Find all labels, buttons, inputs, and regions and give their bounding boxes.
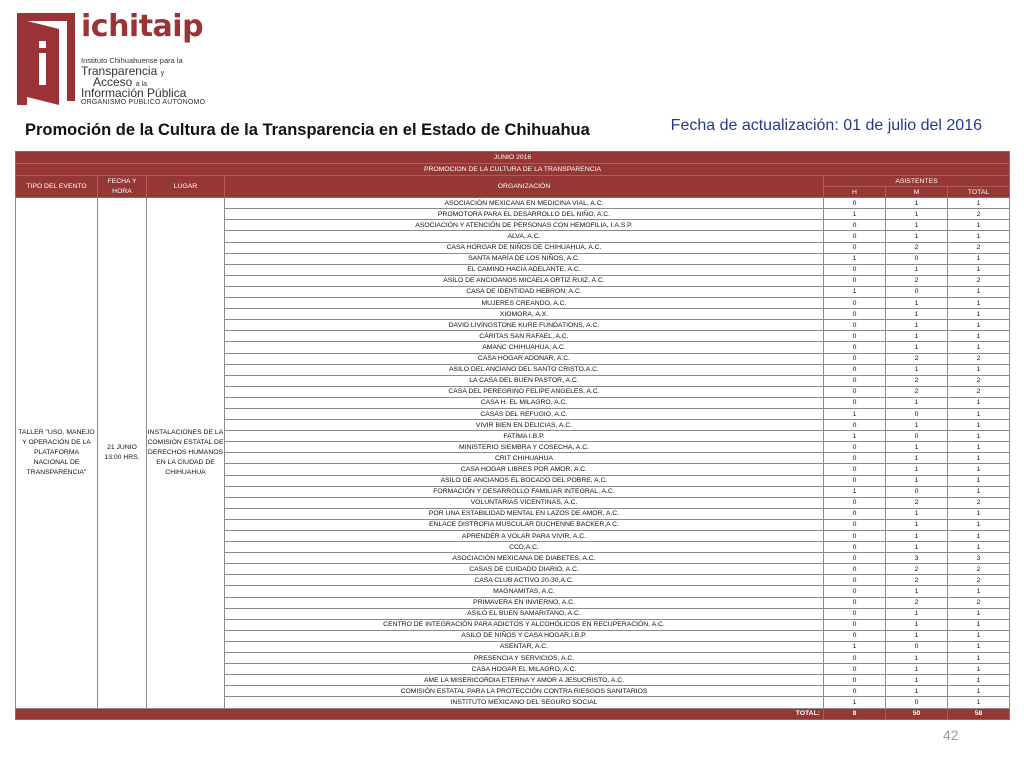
men-count-cell: 1 [824, 209, 886, 220]
col-header-m: M [886, 187, 948, 198]
table-body [16, 198, 1010, 719]
men-count-cell: 0 [824, 586, 886, 597]
men-count-cell: 0 [824, 420, 886, 431]
men-count-cell: 1 [824, 641, 886, 652]
women-count-cell: 2 [886, 597, 948, 608]
total-count-cell: 1 [948, 420, 1010, 431]
total-count-cell: 1 [948, 697, 1010, 708]
women-count-cell: 2 [886, 386, 948, 397]
men-count-cell: 0 [824, 664, 886, 675]
total-count-cell: 1 [948, 309, 1010, 320]
total-count-cell: 1 [948, 641, 1010, 652]
total-row [16, 708, 1010, 719]
organization-cell: CASA HORGAR DE NIÑOS DE CHIHUAHUA, A.C. [225, 242, 824, 253]
men-count-cell: 0 [824, 264, 886, 275]
total-men: 8 [824, 708, 886, 719]
women-count-cell: 1 [886, 653, 948, 664]
total-count-cell: 1 [948, 653, 1010, 664]
women-count-cell: 1 [886, 519, 948, 530]
organization-cell: ASILO EL BUEN SAMARITANO, A.C. [225, 608, 824, 619]
men-count-cell: 0 [824, 375, 886, 386]
total-count-cell: 1 [948, 198, 1010, 209]
organization-cell: VOLUNTARIAS VICENTINAS, A.C. [225, 497, 824, 508]
women-count-cell: 1 [886, 542, 948, 553]
women-count-cell: 1 [886, 342, 948, 353]
women-count-cell: 2 [886, 564, 948, 575]
men-count-cell: 0 [824, 553, 886, 564]
women-count-cell: 1 [886, 320, 948, 331]
women-count-cell: 2 [886, 353, 948, 364]
total-count-cell: 2 [948, 575, 1010, 586]
col-header-organizacion: ORGANIZACIÓN [225, 176, 824, 198]
organization-cell: ASILO DE ANCIANOS EL BOCADO DEL POBRE, A.C. [225, 475, 824, 486]
total-count-cell: 1 [948, 664, 1010, 675]
total-count-cell: 1 [948, 453, 1010, 464]
organization-cell: MUJERES CREANDO, A.C. [225, 298, 824, 309]
logo-line-1: Instituto Chihuahuense para la [81, 56, 183, 65]
men-count-cell: 0 [824, 653, 886, 664]
total-count-cell: 1 [948, 442, 1010, 453]
col-header-lugar: LUGAR [147, 176, 225, 198]
total-count-cell: 1 [948, 320, 1010, 331]
organization-cell: CRIT CHIHUAHUA [225, 453, 824, 464]
organization-cell: CÁRITAS SAN RAFAEL, A.C. [225, 331, 824, 342]
events-table [15, 151, 993, 720]
men-count-cell: 1 [824, 697, 886, 708]
men-count-cell: 0 [824, 619, 886, 630]
total-count-cell: 2 [948, 386, 1010, 397]
women-count-cell: 2 [886, 375, 948, 386]
total-count-cell: 1 [948, 408, 1010, 419]
women-count-cell: 1 [886, 619, 948, 630]
organization-cell: CASA DEL PEREGRINO FELIPE ANGELES, A.C. [225, 386, 824, 397]
men-count-cell: 0 [824, 342, 886, 353]
women-count-cell: 1 [886, 630, 948, 641]
page-number: 42 [943, 727, 959, 743]
men-count-cell: 1 [824, 286, 886, 297]
men-count-cell: 0 [824, 475, 886, 486]
total-count-cell: 1 [948, 464, 1010, 475]
organization-cell: LA CASA DEL BUEN PASTOR, A.C. [225, 375, 824, 386]
organization-cell: INSTITUTO MEXICANO DEL SEGURO SOCIAL [225, 697, 824, 708]
women-count-cell: 2 [886, 242, 948, 253]
organization-cell: VIVIR BIEN EN DELICIAS, A.C. [225, 420, 824, 431]
men-count-cell: 0 [824, 397, 886, 408]
women-count-cell: 2 [886, 497, 948, 508]
men-count-cell: 0 [824, 220, 886, 231]
women-count-cell: 0 [886, 286, 948, 297]
col-header-asistentes: ASISTENTES [824, 176, 1010, 187]
organization-cell: FATIMA I.B.P. [225, 431, 824, 442]
men-count-cell: 0 [824, 198, 886, 209]
organization-cell: ASOCIACIÓN MEXICANA EN MEDICINA VIAL, A.C. [225, 198, 824, 209]
women-count-cell: 1 [886, 675, 948, 686]
women-count-cell: 1 [886, 475, 948, 486]
men-count-cell: 0 [824, 386, 886, 397]
women-count-cell: 0 [886, 408, 948, 419]
men-count-cell: 1 [824, 408, 886, 419]
total-all: 58 [948, 708, 1010, 719]
women-count-cell: 1 [886, 586, 948, 597]
organization-cell: ASILO DE ANCIOANOS MICAELA ORTIZ RUIZ, A.C. [225, 275, 824, 286]
total-count-cell: 1 [948, 331, 1010, 342]
organization-cell: AMANC CHIHUAHUA, A.C. [225, 342, 824, 353]
total-count-cell: 1 [948, 608, 1010, 619]
total-count-cell: 1 [948, 486, 1010, 497]
organization-cell: ASILO DEL ANCIANO DEL SANTO CRISTO,A.C. [225, 364, 824, 375]
event-date-cell: 21 JUNIO 13:00 HRS. [98, 198, 147, 708]
women-count-cell: 1 [886, 264, 948, 275]
organization-cell: CASAS DEL REFUGIO, A.C. [225, 408, 824, 419]
door-logo-icon [17, 13, 75, 105]
total-count-cell: 2 [948, 209, 1010, 220]
total-count-cell: 1 [948, 519, 1010, 530]
total-count-cell: 2 [948, 375, 1010, 386]
women-count-cell: 0 [886, 486, 948, 497]
update-date: Fecha de actualización: 01 de julio del 2016 [670, 117, 982, 134]
table-banner-month: JUNIO 2016 [16, 152, 1010, 164]
total-women: 50 [886, 708, 948, 719]
total-count-cell: 1 [948, 397, 1010, 408]
men-count-cell: 0 [824, 542, 886, 553]
women-count-cell: 0 [886, 697, 948, 708]
organization-cell: PRESENCIA Y SERVICIOS, A.C. [225, 653, 824, 664]
event-type-cell: TALLER "USO, MANEJO Y OPERACIÓN DE LA PLATAFORMA NACIONAL DE TRANSPARENCIA" [16, 198, 98, 708]
women-count-cell: 1 [886, 608, 948, 619]
page-title: Promoción de la Cultura de la Transparencia en el Estado de Chihuahua [25, 121, 590, 139]
logo-line-4: Información Pública [81, 86, 187, 100]
organization-cell: DAVID LIVINGSTONE KURE FUNDATIONS, A.C. [225, 320, 824, 331]
table-banner-title: PROMOCION DE LA CULTURA DE LA TRANSPARENCIA [16, 164, 1010, 176]
total-count-cell: 1 [948, 686, 1010, 697]
logo-line-5: ORGANISMO PÚBLICO AUTÓNOMO [81, 99, 206, 106]
organization-cell: COMISIÓN ESTATAL PARA LA PROTECCIÓN CONTRA RIESGOS SANITARIOS [225, 686, 824, 697]
men-count-cell: 0 [824, 519, 886, 530]
organization-cell: CASA HOGAR LIBRES POR AMOR, A.C. [225, 464, 824, 475]
men-count-cell: 0 [824, 298, 886, 309]
men-count-cell: 0 [824, 453, 886, 464]
total-label: TOTAL: [16, 708, 824, 719]
men-count-cell: 0 [824, 464, 886, 475]
col-header-total: TOTAL [948, 187, 1010, 198]
total-count-cell: 1 [948, 231, 1010, 242]
total-count-cell: 1 [948, 431, 1010, 442]
women-count-cell: 0 [886, 641, 948, 652]
organization-cell: CASA HOGAR ADONAR, A.C. [225, 353, 824, 364]
total-count-cell: 1 [948, 630, 1010, 641]
total-count-cell: 2 [948, 497, 1010, 508]
total-count-cell: 1 [948, 298, 1010, 309]
women-count-cell: 1 [886, 220, 948, 231]
total-count-cell: 1 [948, 253, 1010, 264]
organization-cell: ASOCIACIÓN Y ATENCIÓN DE PERSONAS CON HEMOFILIA, I.A.S.P. [225, 220, 824, 231]
women-count-cell: 0 [886, 431, 948, 442]
women-count-cell: 1 [886, 209, 948, 220]
women-count-cell: 1 [886, 298, 948, 309]
women-count-cell: 3 [886, 553, 948, 564]
organization-cell: SANTA MARÍA DE LOS NIÑOS, A.C. [225, 253, 824, 264]
total-count-cell: 1 [948, 675, 1010, 686]
organization-cell: MAGNAMITAS, A.C. [225, 586, 824, 597]
organization-cell: FORMACIÓN Y DESARROLLO FAMILIAR INTEGRAL, A.C. [225, 486, 824, 497]
women-count-cell: 1 [886, 420, 948, 431]
organization-cell: ASENTAR, A.C. [225, 641, 824, 652]
organization-cell: XIOMORA, A.X. [225, 309, 824, 320]
organization-cell: ASOCIACIÓN MEXICANA DE DIABETES, A.C. [225, 553, 824, 564]
organization-cell: ALVA, A.C. [225, 231, 824, 242]
total-count-cell: 2 [948, 597, 1010, 608]
men-count-cell: 0 [824, 630, 886, 641]
total-count-cell: 1 [948, 220, 1010, 231]
men-count-cell: 0 [824, 231, 886, 242]
men-count-cell: 1 [824, 253, 886, 264]
women-count-cell: 1 [886, 231, 948, 242]
women-count-cell: 1 [886, 198, 948, 209]
total-count-cell: 1 [948, 475, 1010, 486]
total-count-cell: 1 [948, 364, 1010, 375]
ichitaip-logo [17, 9, 207, 108]
men-count-cell: 0 [824, 564, 886, 575]
women-count-cell: 1 [886, 453, 948, 464]
women-count-cell: 2 [886, 275, 948, 286]
total-count-cell: 1 [948, 619, 1010, 630]
women-count-cell: 0 [886, 253, 948, 264]
women-count-cell: 1 [886, 664, 948, 675]
men-count-cell: 0 [824, 331, 886, 342]
organization-cell: POR UNA ESTABILIDAD MENTAL EN LAZOS DE AMOR, A.C. [225, 508, 824, 519]
women-count-cell: 1 [886, 508, 948, 519]
col-header-tipo: TIPO DEL EVENTO [16, 176, 98, 198]
organization-cell: MINISTERIO SIEMBRA Y COSECHA, A.C. [225, 442, 824, 453]
men-count-cell: 0 [824, 442, 886, 453]
men-count-cell: 0 [824, 320, 886, 331]
total-count-cell: 1 [948, 264, 1010, 275]
women-count-cell: 1 [886, 397, 948, 408]
organization-cell: PROMOTORA PARA EL DESARROLLO DEL NIÑO, A.C. [225, 209, 824, 220]
men-count-cell: 0 [824, 497, 886, 508]
organization-cell: CASA DE IDENTIDAD HEBRON, A.C. [225, 286, 824, 297]
total-count-cell: 2 [948, 353, 1010, 364]
women-count-cell: 1 [886, 464, 948, 475]
logo-wordmark: ichitaip [81, 9, 204, 44]
men-count-cell: 0 [824, 608, 886, 619]
col-header-fecha: FECHA Y HORA [98, 176, 147, 198]
organization-cell: CASAS DE CUIDADO DIARIO, A.C. [225, 564, 824, 575]
organization-cell: CCD,A.C. [225, 542, 824, 553]
total-count-cell: 1 [948, 542, 1010, 553]
men-count-cell: 0 [824, 364, 886, 375]
total-count-cell: 3 [948, 553, 1010, 564]
men-count-cell: 0 [824, 597, 886, 608]
organization-cell: ENLACE DISTROFIA MUSCULAR DUCHENNE BACKER,A C. [225, 519, 824, 530]
women-count-cell: 1 [886, 442, 948, 453]
organization-cell: APRENDER A VOLAR PARA VIVIR, A.C. [225, 531, 824, 542]
women-count-cell: 2 [886, 575, 948, 586]
organization-cell: ASILO DE NIÑOS Y CASA HOGAR,I.B.P. [225, 630, 824, 641]
women-count-cell: 1 [886, 364, 948, 375]
organization-cell: PRIMAVERA EN INVIERNO, A.C. [225, 597, 824, 608]
organization-cell: CASA CLUB ACTIVO 20-30,A.C. [225, 575, 824, 586]
total-count-cell: 1 [948, 286, 1010, 297]
men-count-cell: 0 [824, 675, 886, 686]
organization-cell: CENTRO DE INTEGRACIÓN PARA ADICTOS Y ALCOHÓLICOS EN RECUPERACIÓN, A.C. [225, 619, 824, 630]
men-count-cell: 1 [824, 431, 886, 442]
col-header-h: H [824, 187, 886, 198]
men-count-cell: 0 [824, 686, 886, 697]
organization-cell: CASA H. EL MILAGRO, A.C. [225, 397, 824, 408]
organization-cell: AME LA MISERICORDIA ETERNA Y AMOR A JESUCRISTO, A.C. [225, 675, 824, 686]
table-row [16, 198, 1010, 209]
men-count-cell: 0 [824, 575, 886, 586]
total-count-cell: 1 [948, 586, 1010, 597]
men-count-cell: 0 [824, 353, 886, 364]
men-count-cell: 1 [824, 486, 886, 497]
total-count-cell: 1 [948, 531, 1010, 542]
men-count-cell: 0 [824, 508, 886, 519]
total-count-cell: 2 [948, 564, 1010, 575]
women-count-cell: 1 [886, 531, 948, 542]
women-count-cell: 1 [886, 686, 948, 697]
total-count-cell: 1 [948, 342, 1010, 353]
event-place-cell: INSTALACIONES DE LA COMISIÓN ESTATAL DE DERECHOS HUMANOS EN LA CIUDAD DE CHIHUAHUA [147, 198, 225, 708]
women-count-cell: 1 [886, 309, 948, 320]
men-count-cell: 0 [824, 531, 886, 542]
men-count-cell: 0 [824, 242, 886, 253]
logo-line-2: Transparencia y [81, 64, 165, 78]
total-count-cell: 2 [948, 242, 1010, 253]
men-count-cell: 0 [824, 309, 886, 320]
organization-cell: EL CAMINO HACIA ADELANTE, A.C. [225, 264, 824, 275]
women-count-cell: 1 [886, 331, 948, 342]
total-count-cell: 1 [948, 508, 1010, 519]
total-count-cell: 2 [948, 275, 1010, 286]
men-count-cell: 0 [824, 275, 886, 286]
organization-cell: CASA HOGAR EL MILAGRO, A.C. [225, 664, 824, 675]
logo-line-3: Acceso a la [93, 75, 147, 89]
